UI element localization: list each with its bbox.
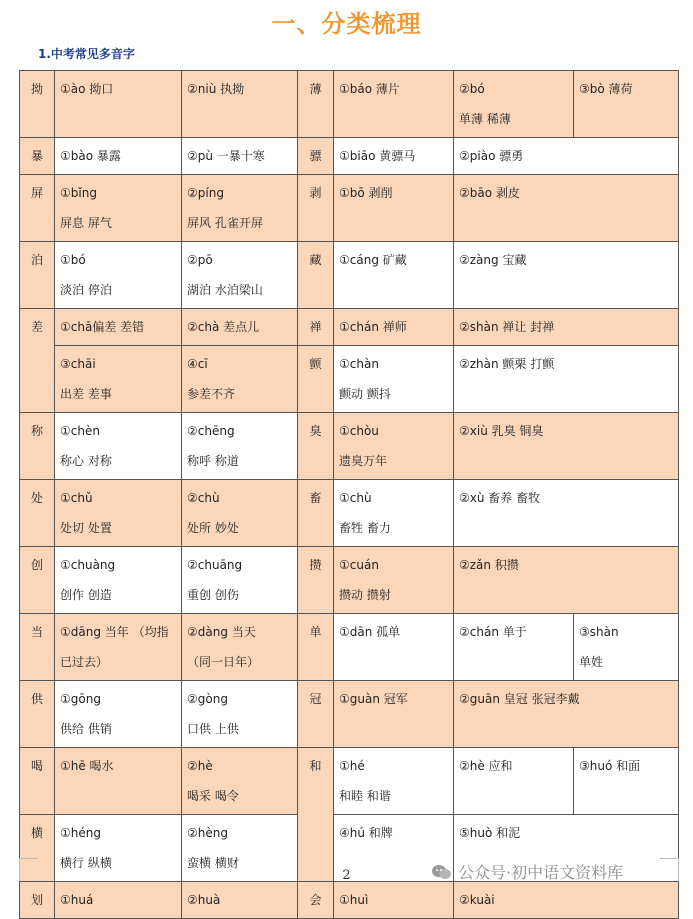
pronunciation-cell xyxy=(55,175,182,242)
pronunciation-line: ②zàng 宝藏 xyxy=(459,253,527,267)
pronunciation-cell xyxy=(182,309,298,346)
pronunciation-line: ②dàng 当天 xyxy=(187,625,256,639)
pronunciation-cell xyxy=(454,547,679,614)
pronunciation-line: 重创 创伤 xyxy=(187,588,239,602)
pronunciation-line: 屏风 孔雀开屏 xyxy=(187,216,263,230)
character-cell: 横 xyxy=(20,815,55,882)
pronunciation-line: ①hē 喝水 xyxy=(60,759,114,773)
pronunciation-line: ②xiù 乳臭 铜臭 xyxy=(459,424,544,438)
pronunciation-line: ②piào 骠勇 xyxy=(459,149,524,163)
pronunciation-line: ①dāng 当年 （均指已过去） xyxy=(60,625,169,669)
pronunciation-line: ③bò 薄荷 xyxy=(579,82,633,96)
pronunciation-cell xyxy=(55,71,182,138)
pronunciation-line: ①chù xyxy=(339,491,372,505)
pronunciation-line: ②kuài xyxy=(459,893,495,907)
pronunciation-line: ②gòng xyxy=(187,692,228,706)
pronunciation-cell xyxy=(454,413,679,480)
character-cell: 颤 xyxy=(298,346,334,413)
pronunciation-cell xyxy=(454,175,679,242)
character-cell: 冠 xyxy=(298,681,334,748)
pronunciation-line: 蛮横 横财 xyxy=(187,856,239,870)
pronunciation-cell xyxy=(182,480,298,547)
character-cell: 和 xyxy=(298,748,334,882)
pronunciation-line: 创作 创造 xyxy=(60,588,112,602)
table-row xyxy=(20,547,679,614)
pronunciation-line: ②niù 执拗 xyxy=(187,82,245,96)
pronunciation-line: （同一日年） xyxy=(187,655,260,669)
pronunciation-line: 喝采 喝令 xyxy=(187,789,239,803)
pronunciation-cell xyxy=(334,882,454,919)
pronunciation-line: ①chàn xyxy=(339,357,379,371)
pronunciation-cell xyxy=(334,138,454,175)
pronunciation-line: 出差 差事 xyxy=(60,387,112,401)
pronunciation-line: ①bào 暴露 xyxy=(60,149,121,163)
pronunciation-cell xyxy=(334,175,454,242)
pronunciation-line: ①huá xyxy=(60,893,94,907)
pronunciation-line: 和睦 和谐 xyxy=(339,789,391,803)
table-row xyxy=(20,346,679,413)
pronunciation-cell xyxy=(55,547,182,614)
pronunciation-cell xyxy=(182,748,298,815)
pronunciation-line: ③chāi xyxy=(60,357,96,371)
pronunciation-line: ②chà 差点儿 xyxy=(187,320,260,334)
pronunciation-line: ①héng xyxy=(60,826,101,840)
pronunciation-cell xyxy=(454,309,679,346)
table-row xyxy=(20,748,679,815)
pronunciation-line: ①hé xyxy=(339,759,365,773)
character-cell: 称 xyxy=(20,413,55,480)
pronunciation-line: 参差不齐 xyxy=(187,387,236,401)
pronunciation-line: ①huì xyxy=(339,893,369,907)
pronunciation-line: ③huó 和面 xyxy=(579,759,641,773)
pronunciation-cell xyxy=(454,242,679,309)
character-cell: 臭 xyxy=(298,413,334,480)
table-row xyxy=(20,242,679,309)
pronunciation-cell xyxy=(334,614,454,681)
pronunciation-cell xyxy=(55,748,182,815)
pronunciation-cell xyxy=(334,71,454,138)
pronunciation-cell xyxy=(454,748,574,815)
pronunciation-line: ①bǐng xyxy=(60,186,97,200)
pronunciation-line: 称呼 称道 xyxy=(187,454,239,468)
table-row xyxy=(20,614,679,681)
pronunciation-line: 单姓 xyxy=(579,655,604,669)
pronunciation-cell xyxy=(182,242,298,309)
pronunciation-line: ②chán 单于 xyxy=(459,625,527,639)
pronunciation-cell xyxy=(182,413,298,480)
section-subtitle: 1.中考常见多音字 xyxy=(38,47,135,61)
pronunciation-cell xyxy=(55,480,182,547)
pronunciation-cell xyxy=(334,413,454,480)
pronunciation-line: ①chèn xyxy=(60,424,100,438)
pronunciation-line: ②xù 畜养 畜牧 xyxy=(459,491,541,505)
pronunciation-line: ①bō 剥削 xyxy=(339,186,393,200)
pronunciation-line: ②chuāng xyxy=(187,558,243,572)
pronunciation-line: ②pù 一暴十寒 xyxy=(187,149,265,163)
character-cell: 供 xyxy=(20,681,55,748)
pronunciation-cell xyxy=(55,413,182,480)
character-cell: 划 xyxy=(20,882,55,919)
character-cell: 禅 xyxy=(298,309,334,346)
pronunciation-cell xyxy=(182,346,298,413)
pronunciation-line: ②huà xyxy=(187,893,221,907)
pronunciation-line: 称心 对称 xyxy=(60,454,112,468)
pronunciation-cell xyxy=(182,681,298,748)
pronunciation-cell xyxy=(454,480,679,547)
pronunciation-cell xyxy=(454,346,679,413)
pronunciation-cell xyxy=(454,882,679,919)
table-row xyxy=(20,480,679,547)
pronunciation-cell xyxy=(182,71,298,138)
pronunciation-line: ①guàn 冠军 xyxy=(339,692,408,706)
pronunciation-cell xyxy=(334,242,454,309)
pronunciation-cell xyxy=(454,138,679,175)
pronunciation-line: 处切 处置 xyxy=(60,521,112,535)
pronunciation-cell xyxy=(574,614,679,681)
pronunciation-line: ①chǔ xyxy=(60,491,93,505)
character-cell: 剥 xyxy=(298,175,334,242)
pronunciation-cell xyxy=(55,681,182,748)
pronunciation-line: ①gōng xyxy=(60,692,101,706)
character-cell: 当 xyxy=(20,614,55,681)
pronunciation-line: ②hè xyxy=(187,759,213,773)
pronunciation-line: ②chēng xyxy=(187,424,235,438)
pronunciation-line: 单薄 稀薄 xyxy=(459,112,511,126)
pronunciation-line: 横行 纵横 xyxy=(60,856,112,870)
pronunciation-cell xyxy=(55,882,182,919)
character-cell: 拗 xyxy=(20,71,55,138)
page-title: 一、分类梳理 xyxy=(271,10,422,38)
pronunciation-cell xyxy=(182,547,298,614)
pronunciation-cell xyxy=(55,138,182,175)
pronunciation-line: ③shàn xyxy=(579,625,619,639)
pronunciation-cell xyxy=(334,346,454,413)
character-cell: 差 xyxy=(20,309,55,413)
pronunciation-line: ④hú 和牌 xyxy=(339,826,393,840)
pronunciation-cell xyxy=(334,480,454,547)
character-cell: 单 xyxy=(298,614,334,681)
character-cell: 创 xyxy=(20,547,55,614)
pronunciation-cell xyxy=(454,614,574,681)
pronunciation-line: ④cī xyxy=(187,357,208,371)
pronunciation-line: ⑤huò 和泥 xyxy=(459,826,521,840)
pronunciation-cell xyxy=(334,547,454,614)
table-row xyxy=(20,138,679,175)
pronunciation-line: 处所 妙处 xyxy=(187,521,239,535)
pronunciation-cell xyxy=(334,748,454,815)
pronunciation-line: ①ào 拗口 xyxy=(60,82,114,96)
pronunciation-cell xyxy=(454,71,574,138)
pronunciation-line: 口供 上供 xyxy=(187,722,239,736)
page-number: 2 xyxy=(342,868,351,883)
character-cell: 暴 xyxy=(20,138,55,175)
pronunciation-line: ②hèng xyxy=(187,826,228,840)
pronunciation-line: 屏息 屏气 xyxy=(60,216,112,230)
pronunciation-line: ②pō xyxy=(187,253,213,267)
pronunciation-line: ②bāo 剥皮 xyxy=(459,186,520,200)
table-row xyxy=(20,413,679,480)
pronunciation-cell xyxy=(574,71,679,138)
pronunciation-line: ①cuán xyxy=(339,558,379,572)
character-cell: 会 xyxy=(298,882,334,919)
pronunciation-cell xyxy=(182,614,298,681)
pronunciation-line: ①cáng 矿藏 xyxy=(339,253,407,267)
pronunciation-line: ①bó xyxy=(60,253,86,267)
pronunciation-cell xyxy=(55,309,182,346)
character-cell: 攒 xyxy=(298,547,334,614)
character-cell: 屏 xyxy=(20,175,55,242)
character-cell: 泊 xyxy=(20,242,55,309)
pronunciation-line: ②guān 皇冠 张冠李戴 xyxy=(459,692,580,706)
pronunciation-cell xyxy=(574,748,679,815)
character-cell: 薄 xyxy=(298,71,334,138)
pronunciation-cell xyxy=(55,614,182,681)
pronunciation-cell xyxy=(182,138,298,175)
character-cell: 骠 xyxy=(298,138,334,175)
wechat-icon xyxy=(432,864,452,880)
table-row xyxy=(20,681,679,748)
pronunciation-line: 遗臭万年 xyxy=(339,454,388,468)
watermark xyxy=(432,860,623,883)
pronunciation-line: ②chù xyxy=(187,491,220,505)
table-row xyxy=(20,882,679,919)
pronunciation-line: ①chòu xyxy=(339,424,379,438)
watermark-text: 公众号·初中语文资料库 xyxy=(458,863,624,882)
pronunciation-line: 湖泊 水泊梁山 xyxy=(187,283,263,297)
pronunciation-line: 攒动 攒射 xyxy=(339,588,391,602)
pronunciation-line: 淡泊 停泊 xyxy=(60,283,112,297)
pronunciation-line: ②píng xyxy=(187,186,224,200)
character-cell: 喝 xyxy=(20,748,55,815)
pronunciation-line: ②hè 应和 xyxy=(459,759,513,773)
pronunciation-line: 畜牲 畜力 xyxy=(339,521,391,535)
pronunciation-line: ①chán 禅师 xyxy=(339,320,407,334)
pronunciation-line: ②zǎn 积攒 xyxy=(459,558,519,572)
polyphonic-characters-table xyxy=(19,70,679,919)
pronunciation-cell xyxy=(454,681,679,748)
table-row xyxy=(20,309,679,346)
table-row xyxy=(20,175,679,242)
pronunciation-cell xyxy=(334,681,454,748)
pronunciation-line: ①dān 孤单 xyxy=(339,625,401,639)
pronunciation-line: ①báo 薄片 xyxy=(339,82,400,96)
pronunciation-cell xyxy=(334,309,454,346)
pronunciation-line: ②shàn 禅让 封禅 xyxy=(459,320,555,334)
pronunciation-line: ②bó xyxy=(459,82,485,96)
pronunciation-line: 颤动 颤抖 xyxy=(339,387,391,401)
table-row xyxy=(20,71,679,138)
pronunciation-cell xyxy=(55,346,182,413)
character-cell: 处 xyxy=(20,480,55,547)
pronunciation-cell xyxy=(55,242,182,309)
pronunciation-line: 供给 供销 xyxy=(60,722,112,736)
character-cell: 畜 xyxy=(298,480,334,547)
pronunciation-line: ①biāo 黄骠马 xyxy=(339,149,416,163)
pronunciation-cell xyxy=(182,882,298,919)
pronunciation-cell xyxy=(182,175,298,242)
pronunciation-line: ①chuàng xyxy=(60,558,116,572)
pronunciation-line: ②zhàn 颤栗 打颤 xyxy=(459,357,555,371)
pronunciation-line: ①chā偏差 差错 xyxy=(60,320,145,334)
character-cell: 藏 xyxy=(298,242,334,309)
